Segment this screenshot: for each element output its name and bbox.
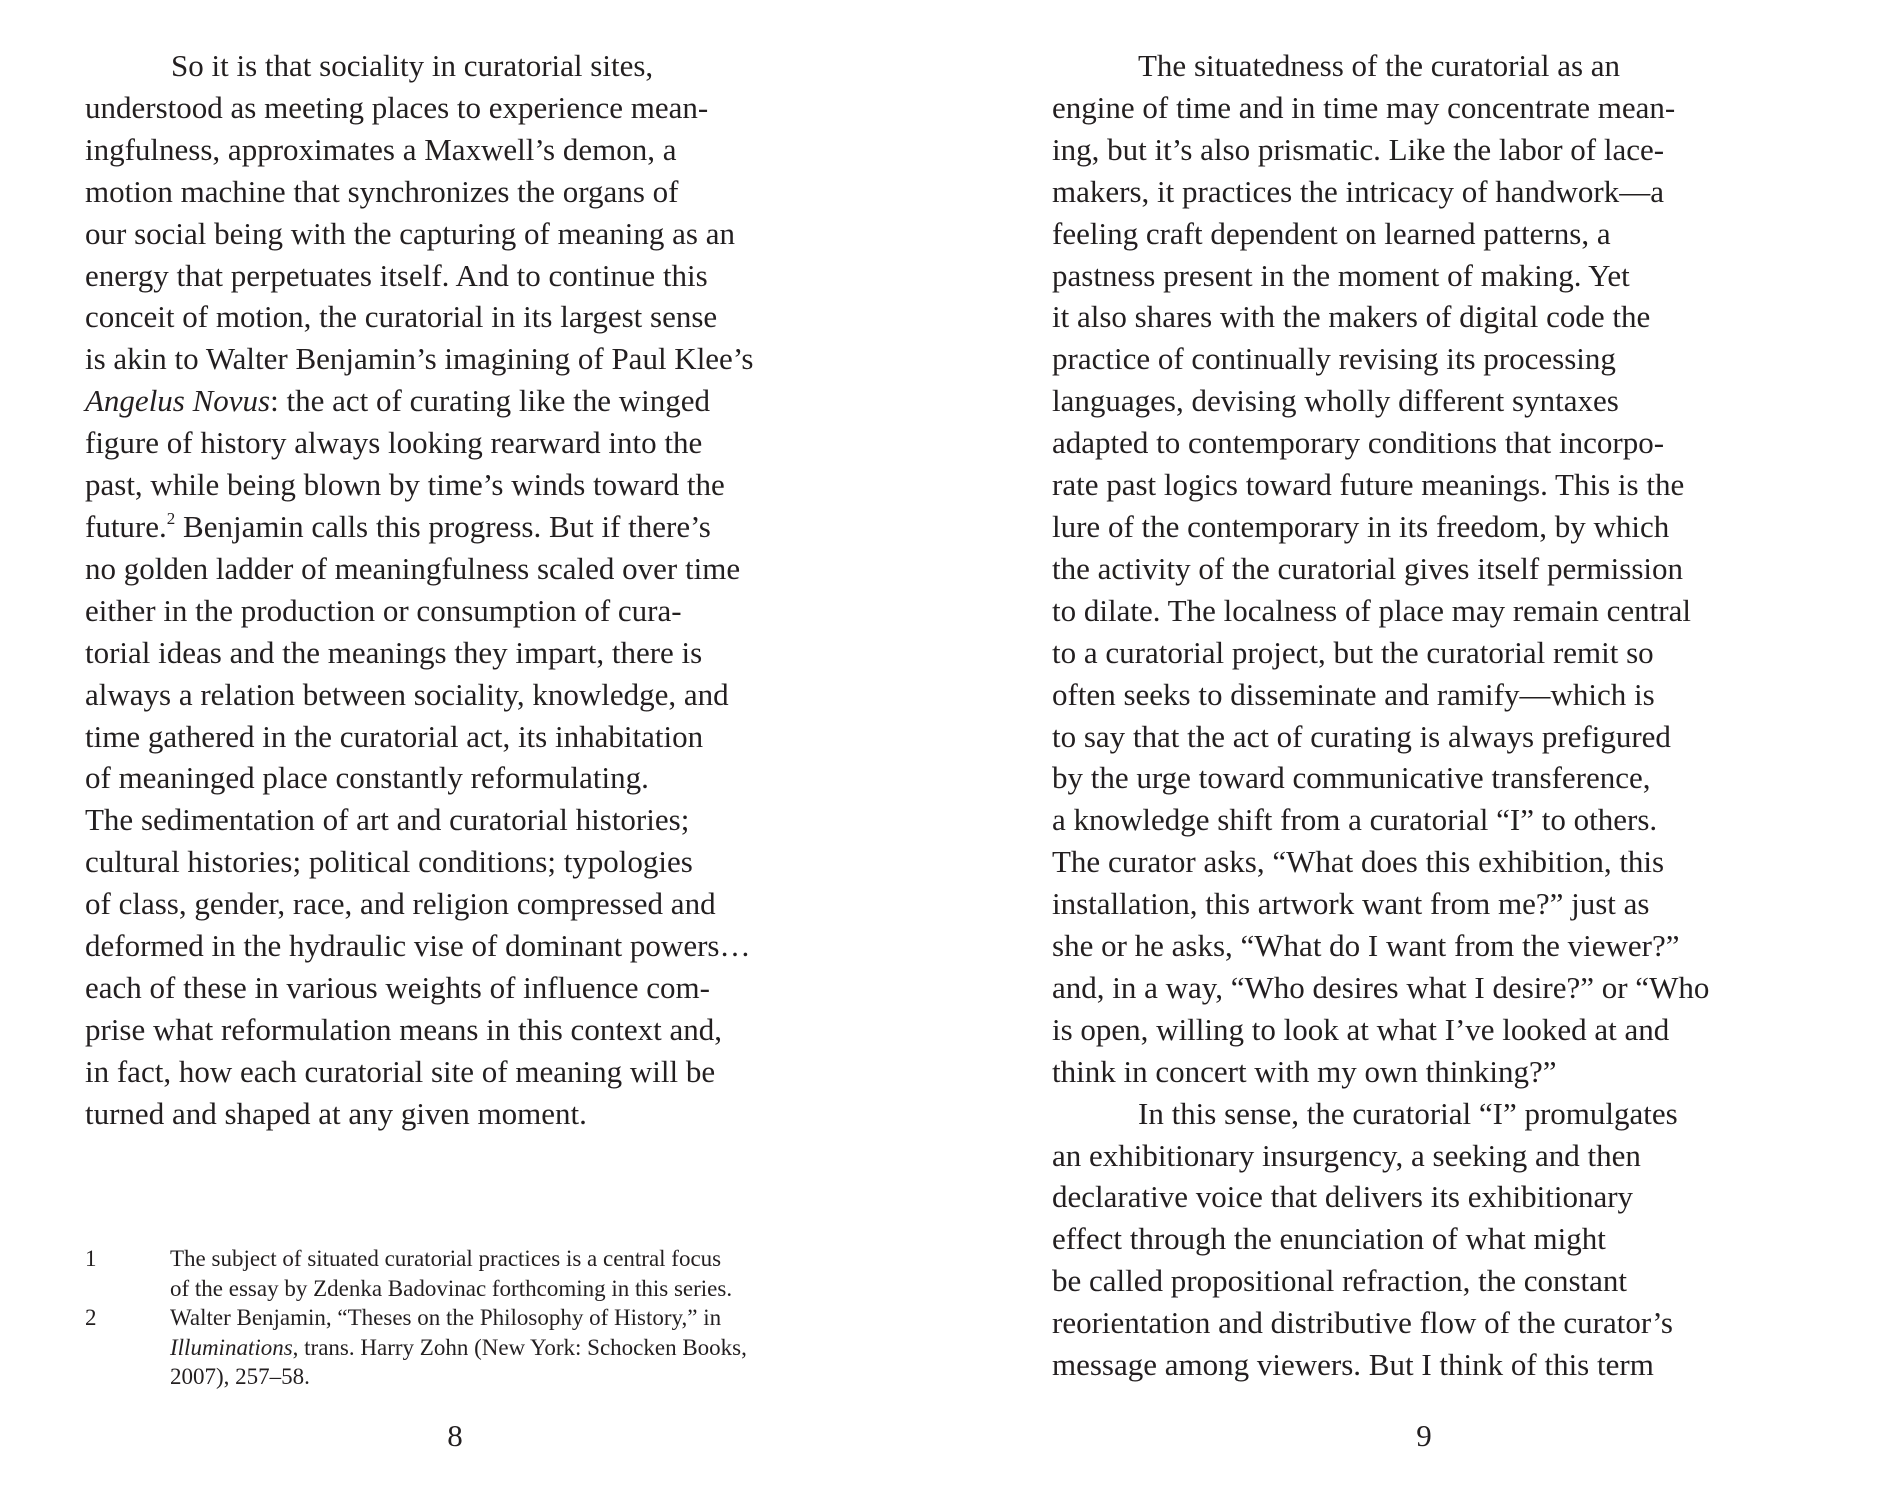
text-line: languages, devising wholly different syntaxes xyxy=(1052,383,1619,419)
footnote-ref[interactable]: 2 xyxy=(166,508,176,528)
text-line xyxy=(85,506,865,548)
footnote-number: 1 xyxy=(85,1246,97,1271)
text-line: message among viewers. But I think of this term xyxy=(1052,1347,1654,1383)
left-page xyxy=(85,0,855,1500)
text-line: practice of continually revising its processing xyxy=(1052,341,1616,377)
text-line: the activity of the curatorial gives itself permission xyxy=(1052,550,1684,586)
text-line: no golden ladder of meaningfulness scaled over time xyxy=(85,550,741,586)
text-line: each of these in various weights of influence com- xyxy=(85,969,710,1005)
text-line: to say that the act of curating is always prefigured xyxy=(1052,718,1671,754)
text-line: deformed in the hydraulic vise of dominant powers… xyxy=(85,928,751,964)
text-line: feeling craft dependent on learned patterns, a xyxy=(1052,215,1611,251)
text-line: past, while being blown by time’s winds toward the xyxy=(85,467,725,503)
text-fragment: Benjamin calls this progress. But if there’s xyxy=(175,508,711,544)
right-page xyxy=(1052,0,1822,1500)
italic-title: Illuminations xyxy=(170,1334,293,1360)
left-page-body xyxy=(85,45,865,1135)
footnote-line: of the essay by Zdenka Badovinac forthcoming in this series. xyxy=(170,1275,733,1301)
text-line: In this sense, the curatorial “I” promulgates xyxy=(1138,1095,1678,1131)
text-line: often seeks to disseminate and ramify—which is xyxy=(1052,676,1655,712)
text-line: she or he asks, “What do I want from the viewer?” xyxy=(1052,928,1680,964)
text-line: pastness present in the moment of making. Yet xyxy=(1052,257,1630,293)
footnote-line: The subject of situated curatorial practices is a central focus xyxy=(170,1246,722,1271)
text-line: an exhibitionary insurgency, a seeking and then xyxy=(1052,1137,1641,1173)
text-line xyxy=(85,380,865,422)
text-line: is akin to Walter Benjamin’s imagining of Paul Klee’s xyxy=(85,341,754,377)
footnote-number: 2 xyxy=(85,1305,97,1330)
footnote-line: Walter Benjamin, “Theses on the Philosophy of History,” in xyxy=(170,1305,722,1330)
text-line: engine of time and in time may concentrate mean- xyxy=(1052,89,1676,125)
footnote-2 xyxy=(85,1303,845,1392)
text-line: think in concert with my own thinking?” xyxy=(1052,1053,1557,1089)
text-line: figure of history always looking rearward into the xyxy=(85,425,703,461)
text-line: effect through the enunciation of what might xyxy=(1052,1221,1606,1257)
footnote-line xyxy=(170,1333,845,1363)
text-line: ing, but it’s also prismatic. Like the labor of lace- xyxy=(1052,131,1665,167)
text-line: a knowledge shift from a curatorial “I” to others. xyxy=(1052,802,1658,838)
text-line: of class, gender, race, and religion compressed and xyxy=(85,886,716,922)
text-line: to a curatorial project, but the curatorial remit so xyxy=(1052,634,1654,670)
page-number: 9 xyxy=(1416,1418,1432,1453)
text-line: always a relation between sociality, knowledge, and xyxy=(85,676,729,712)
footnote-line: 2007), 257–58. xyxy=(170,1364,310,1389)
text-line: rate past logics toward future meanings. This is the xyxy=(1052,467,1685,503)
text-line: energy that perpetuates itself. And to continue this xyxy=(85,257,708,293)
text-line: The sedimentation of art and curatorial histories; xyxy=(85,802,690,838)
text-line: prise what reformulation means in this context and, xyxy=(85,1011,723,1047)
text-line: either in the production or consumption of cura- xyxy=(85,592,682,628)
text-line: ingfulness, approximates a Maxwell’s demon, a xyxy=(85,131,677,167)
text-fragment: future. xyxy=(85,508,167,544)
text-line: installation, this artwork want from me?” just as xyxy=(1052,886,1650,922)
italic-title: Angelus Novus xyxy=(85,383,271,419)
text-line: reorientation and distributive flow of the curator’s xyxy=(1052,1305,1673,1341)
text-line: of meaninged place constantly reformulating. xyxy=(85,760,649,796)
text-line: by the urge toward communicative transference, xyxy=(1052,760,1651,796)
text-line: motion machine that synchronizes the organs of xyxy=(85,173,679,209)
text-line: lure of the contemporary in its freedom, by which xyxy=(1052,508,1670,544)
text-line: adapted to contemporary conditions that incorpo- xyxy=(1052,425,1665,461)
text-fragment: , trans. Harry Zohn (New York: Schocken Books, xyxy=(292,1334,747,1360)
text-line: cultural histories; political conditions; typologies xyxy=(85,844,693,880)
text-line: The situatedness of the curatorial as an xyxy=(1138,48,1621,83)
right-page-body xyxy=(1052,45,1832,1386)
footnote-1 xyxy=(85,1244,845,1303)
text-line: our social being with the capturing of meaning as an xyxy=(85,215,735,251)
page-number: 8 xyxy=(447,1418,463,1453)
text-line: it also shares with the makers of digital code the xyxy=(1052,299,1651,335)
text-line: conceit of motion, the curatorial in its largest sense xyxy=(85,299,718,335)
text-line: The curator asks, “What does this exhibition, this xyxy=(1052,844,1665,880)
text-line: So it is that sociality in curatorial sites, xyxy=(171,48,654,83)
text-line: declarative voice that delivers its exhibitionary xyxy=(1052,1179,1634,1215)
text-line: is open, willing to look at what I’ve looked at and xyxy=(1052,1011,1670,1047)
text-line: and, in a way, “Who desires what I desire?” or “Who xyxy=(1052,969,1710,1005)
text-line: in fact, how each curatorial site of meaning will be xyxy=(85,1053,716,1089)
text-line: torial ideas and the meanings they impart, there is xyxy=(85,634,703,670)
text-line: be called propositional refraction, the constant xyxy=(1052,1263,1628,1299)
text-line: time gathered in the curatorial act, its inhabitation xyxy=(85,718,704,754)
footnotes xyxy=(85,1244,845,1392)
text-line: turned and shaped at any given moment. xyxy=(85,1095,587,1131)
text-fragment: : the act of curating like the winged xyxy=(270,383,710,419)
text-line: understood as meeting places to experience mean- xyxy=(85,89,709,125)
text-line: makers, it practices the intricacy of handwork—a xyxy=(1052,173,1665,209)
text-line: to dilate. The localness of place may remain central xyxy=(1052,592,1691,628)
